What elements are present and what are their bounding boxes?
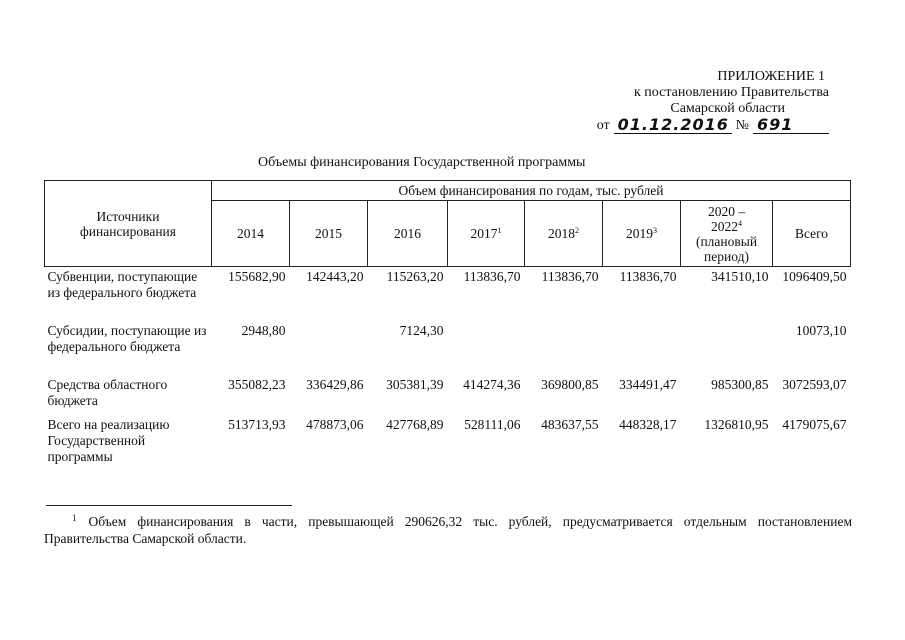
value-cell: 113836,70 bbox=[541, 269, 599, 284]
value-cell bbox=[603, 321, 681, 375]
value-cell: 1096409,50 bbox=[782, 269, 847, 284]
year-header: 2014 bbox=[212, 201, 290, 267]
table-row bbox=[45, 415, 851, 467]
value-cell: 427768,89 bbox=[386, 417, 444, 432]
footnote-ref: 3 bbox=[653, 226, 657, 235]
value-cell: 414274,36 bbox=[463, 377, 521, 392]
appendix-subtitle: к постановлению Правительства bbox=[633, 85, 829, 100]
footnote-text: Объем финансирования в части, превышающей 290626,32 тыс. рублей, предусматривается отдельным постановлением Правительства Самарской области. bbox=[44, 514, 852, 546]
source-column-header: Источники финансирования bbox=[45, 181, 212, 267]
footnote-ref: 1 bbox=[497, 226, 502, 235]
footnote-mark: 1 bbox=[72, 513, 77, 523]
footnote-divider bbox=[46, 505, 292, 506]
row-source: Средства областного бюджета bbox=[47, 377, 168, 408]
table-row bbox=[45, 267, 851, 322]
row-source: Субсидии, поступающие из федерального бюджета bbox=[47, 323, 207, 354]
footnote bbox=[44, 510, 852, 547]
value-cell: 10073,10 bbox=[795, 323, 847, 338]
handwritten-date: 01.12.2016 bbox=[614, 117, 732, 134]
handwritten-number: 691 bbox=[753, 117, 829, 134]
footnote-ref: 4 bbox=[738, 218, 742, 228]
value-cell: 155682,90 bbox=[228, 269, 286, 284]
value-cell: 3072593,07 bbox=[782, 377, 847, 392]
value-cell: 483637,55 bbox=[541, 417, 599, 432]
year-header: 2017$^1$ bbox=[448, 201, 525, 267]
value-cell: 336429,86 bbox=[306, 377, 364, 392]
value-cell: 334491,47 bbox=[619, 377, 677, 392]
appendix-region: Самарской области bbox=[670, 101, 785, 116]
value-cell: 305381,39 bbox=[386, 377, 444, 392]
table-row bbox=[45, 321, 851, 375]
value-cell: 985300,85 bbox=[711, 377, 769, 392]
total-header: Всего bbox=[773, 201, 851, 267]
appendix-header bbox=[597, 69, 829, 134]
document-title: Объемы финансирования Государственной программы bbox=[258, 155, 586, 170]
table-row bbox=[45, 375, 851, 415]
group-header: Объем финансирования по годам, тыс. рублей bbox=[212, 181, 851, 201]
appendix-title: ПРИЛОЖЕНИЕ 1 bbox=[717, 69, 825, 84]
value-cell: 369800,85 bbox=[541, 377, 599, 392]
value-cell: 4179075,67 bbox=[782, 417, 847, 432]
value-cell: 113836,70 bbox=[619, 269, 677, 284]
value-cell: 115263,20 bbox=[386, 269, 444, 284]
plan-period-header: 2020 – 2022$^4$ (плановый период) bbox=[681, 201, 773, 267]
number-label: № bbox=[735, 118, 749, 133]
year-header: 2016 bbox=[368, 201, 448, 267]
value-cell: 7124,30 bbox=[399, 323, 444, 338]
footnote-ref: 2 bbox=[575, 226, 579, 235]
value-cell: 113836,70 bbox=[463, 269, 521, 284]
value-cell bbox=[448, 321, 525, 375]
value-cell: 341510,10 bbox=[711, 269, 769, 284]
year-header: 2018$^2$ bbox=[525, 201, 603, 267]
financing-table bbox=[44, 180, 851, 467]
value-cell: 1326810,95 bbox=[704, 417, 769, 432]
from-label: от bbox=[596, 118, 610, 133]
value-cell: 448328,17 bbox=[619, 417, 677, 432]
value-cell: 142443,20 bbox=[306, 269, 364, 284]
row-source: Субвенции, поступающие из федерального бюджета bbox=[47, 269, 198, 300]
value-cell bbox=[525, 321, 603, 375]
value-cell: 2948,80 bbox=[241, 323, 286, 338]
value-cell bbox=[290, 321, 368, 375]
value-cell: 513713,93 bbox=[228, 417, 286, 432]
value-cell bbox=[681, 321, 773, 375]
appendix-date-row bbox=[597, 117, 829, 134]
year-header: 2015 bbox=[290, 201, 368, 267]
row-source: Всего на реализацию Государственной программы bbox=[47, 417, 170, 464]
value-cell: 478873,06 bbox=[306, 417, 364, 432]
year-header: 2019$^3$ bbox=[603, 201, 681, 267]
value-cell: 355082,23 bbox=[228, 377, 286, 392]
value-cell: 528111,06 bbox=[464, 417, 521, 432]
